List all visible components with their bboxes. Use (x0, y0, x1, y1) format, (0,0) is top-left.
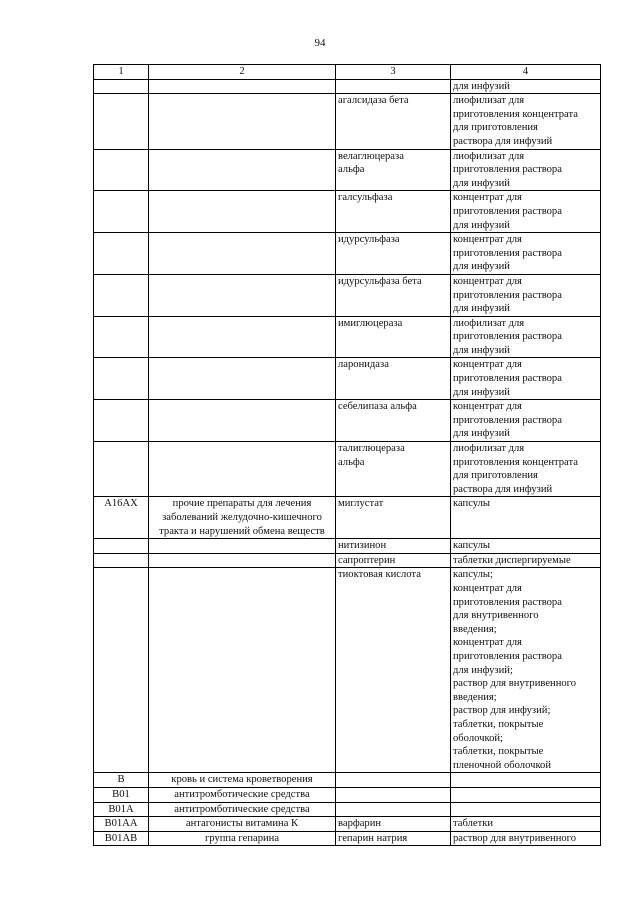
group-name-cell: прочие препараты для лечения заболеваний желудочно-кишечного тракта и нарушений обмена веществ (149, 497, 336, 539)
table-row (94, 94, 601, 149)
medication-table (93, 64, 601, 846)
dosage-form-cell: раствор для внутривенного (451, 831, 601, 846)
atc-code-cell: B01AB (94, 831, 149, 846)
table-row (94, 773, 601, 788)
group-name-cell: группа гепарина (149, 831, 336, 846)
dosage-form-cell: лиофилизат для приготовления концентрата для приготовления раствора для инфузий (451, 442, 601, 497)
atc-code-cell (94, 149, 149, 191)
table-row (94, 787, 601, 802)
atc-code-cell (94, 400, 149, 442)
dosage-form-cell: концентрат для приготовления раствора для инфузий (451, 191, 601, 233)
group-name-cell (149, 191, 336, 233)
drug-name-cell: галсульфаза (336, 191, 451, 233)
dosage-form-cell: для инфузий (451, 79, 601, 94)
drug-name-cell: ларонидаза (336, 358, 451, 400)
drug-name-cell (336, 79, 451, 94)
dosage-form-cell: капсулы; концентрат для приготовления раствора для внутривенного введения; концентрат для приготовления раствора для инфузий; раствор для внутривенного введения; раствор для инфузий; таблетки, покрытые оболочкой; таблетки, покрытые пленочной оболочкой (451, 568, 601, 773)
table-row (94, 817, 601, 832)
group-name-cell: кровь и система кроветворения (149, 773, 336, 788)
drug-name-cell: нитизинон (336, 539, 451, 554)
group-name-cell: антитромботические средства (149, 787, 336, 802)
drug-name-cell: гепарин натрия (336, 831, 451, 846)
atc-code-cell (94, 94, 149, 149)
group-name-cell: антагонисты витамина К (149, 817, 336, 832)
dosage-form-cell: лиофилизат для приготовления концентрата для приготовления раствора для инфузий (451, 94, 601, 149)
dosage-form-cell: концентрат для приготовления раствора для инфузий (451, 358, 601, 400)
table-row (94, 553, 601, 568)
table-row (94, 274, 601, 316)
column-header-3: 3 (336, 65, 451, 80)
table-row (94, 802, 601, 817)
dosage-form-cell: концентрат для приготовления раствора для инфузий (451, 233, 601, 275)
atc-code-cell (94, 568, 149, 773)
table-header-row (94, 65, 601, 80)
group-name-cell: антитромботические средства (149, 802, 336, 817)
atc-code-cell: B01A (94, 802, 149, 817)
table-row (94, 539, 601, 554)
group-name-cell (149, 316, 336, 358)
dosage-form-cell: лиофилизат для приготовления раствора для инфузий (451, 149, 601, 191)
atc-code-cell (94, 79, 149, 94)
drug-name-cell: велаглюцераза альфа (336, 149, 451, 191)
drug-name-cell (336, 773, 451, 788)
table-row (94, 497, 601, 539)
group-name-cell (149, 400, 336, 442)
drug-name-cell: талиглюцераза альфа (336, 442, 451, 497)
atc-code-cell (94, 191, 149, 233)
atc-code-cell (94, 316, 149, 358)
table-row (94, 568, 601, 773)
dosage-form-cell (451, 802, 601, 817)
table-row (94, 442, 601, 497)
dosage-form-cell: концентрат для приготовления раствора для инфузий (451, 274, 601, 316)
drug-name-cell: миглустат (336, 497, 451, 539)
dosage-form-cell: капсулы (451, 497, 601, 539)
dosage-form-cell: капсулы (451, 539, 601, 554)
dosage-form-cell: таблетки (451, 817, 601, 832)
atc-code-cell: A16AX (94, 497, 149, 539)
group-name-cell (149, 539, 336, 554)
drug-name-cell: себелипаза альфа (336, 400, 451, 442)
atc-code-cell (94, 274, 149, 316)
group-name-cell (149, 149, 336, 191)
column-header-2: 2 (149, 65, 336, 80)
table-row (94, 149, 601, 191)
table-row (94, 191, 601, 233)
drug-name-cell: идурсульфаза бета (336, 274, 451, 316)
group-name-cell (149, 233, 336, 275)
atc-code-cell (94, 553, 149, 568)
dosage-form-cell: концентрат для приготовления раствора для инфузий (451, 400, 601, 442)
atc-code-cell (94, 539, 149, 554)
page-number: 94 (314, 37, 326, 49)
atc-code-cell: B01 (94, 787, 149, 802)
group-name-cell (149, 568, 336, 773)
dosage-form-cell: лиофилизат для приготовления раствора для инфузий (451, 316, 601, 358)
group-name-cell (149, 442, 336, 497)
drug-name-cell (336, 802, 451, 817)
dosage-form-cell (451, 773, 601, 788)
atc-code-cell (94, 358, 149, 400)
atc-code-cell: B (94, 773, 149, 788)
drug-name-cell: тиоктовая кислота (336, 568, 451, 773)
group-name-cell (149, 79, 336, 94)
drug-name-cell (336, 787, 451, 802)
drug-name-cell: агалсидаза бета (336, 94, 451, 149)
atc-code-cell (94, 233, 149, 275)
group-name-cell (149, 358, 336, 400)
table-row (94, 233, 601, 275)
drug-name-cell: идурсульфаза (336, 233, 451, 275)
dosage-form-cell (451, 787, 601, 802)
drug-name-cell: сапроптерин (336, 553, 451, 568)
column-header-4: 4 (451, 65, 601, 80)
drug-name-cell: имиглюцераза (336, 316, 451, 358)
table-row (94, 79, 601, 94)
table-row (94, 316, 601, 358)
group-name-cell (149, 553, 336, 568)
column-header-1: 1 (94, 65, 149, 80)
table-row (94, 358, 601, 400)
atc-code-cell: B01AA (94, 817, 149, 832)
dosage-form-cell: таблетки диспергируемые (451, 553, 601, 568)
table-row (94, 831, 601, 846)
drug-name-cell: варфарин (336, 817, 451, 832)
table-row (94, 400, 601, 442)
group-name-cell (149, 94, 336, 149)
group-name-cell (149, 274, 336, 316)
atc-code-cell (94, 442, 149, 497)
